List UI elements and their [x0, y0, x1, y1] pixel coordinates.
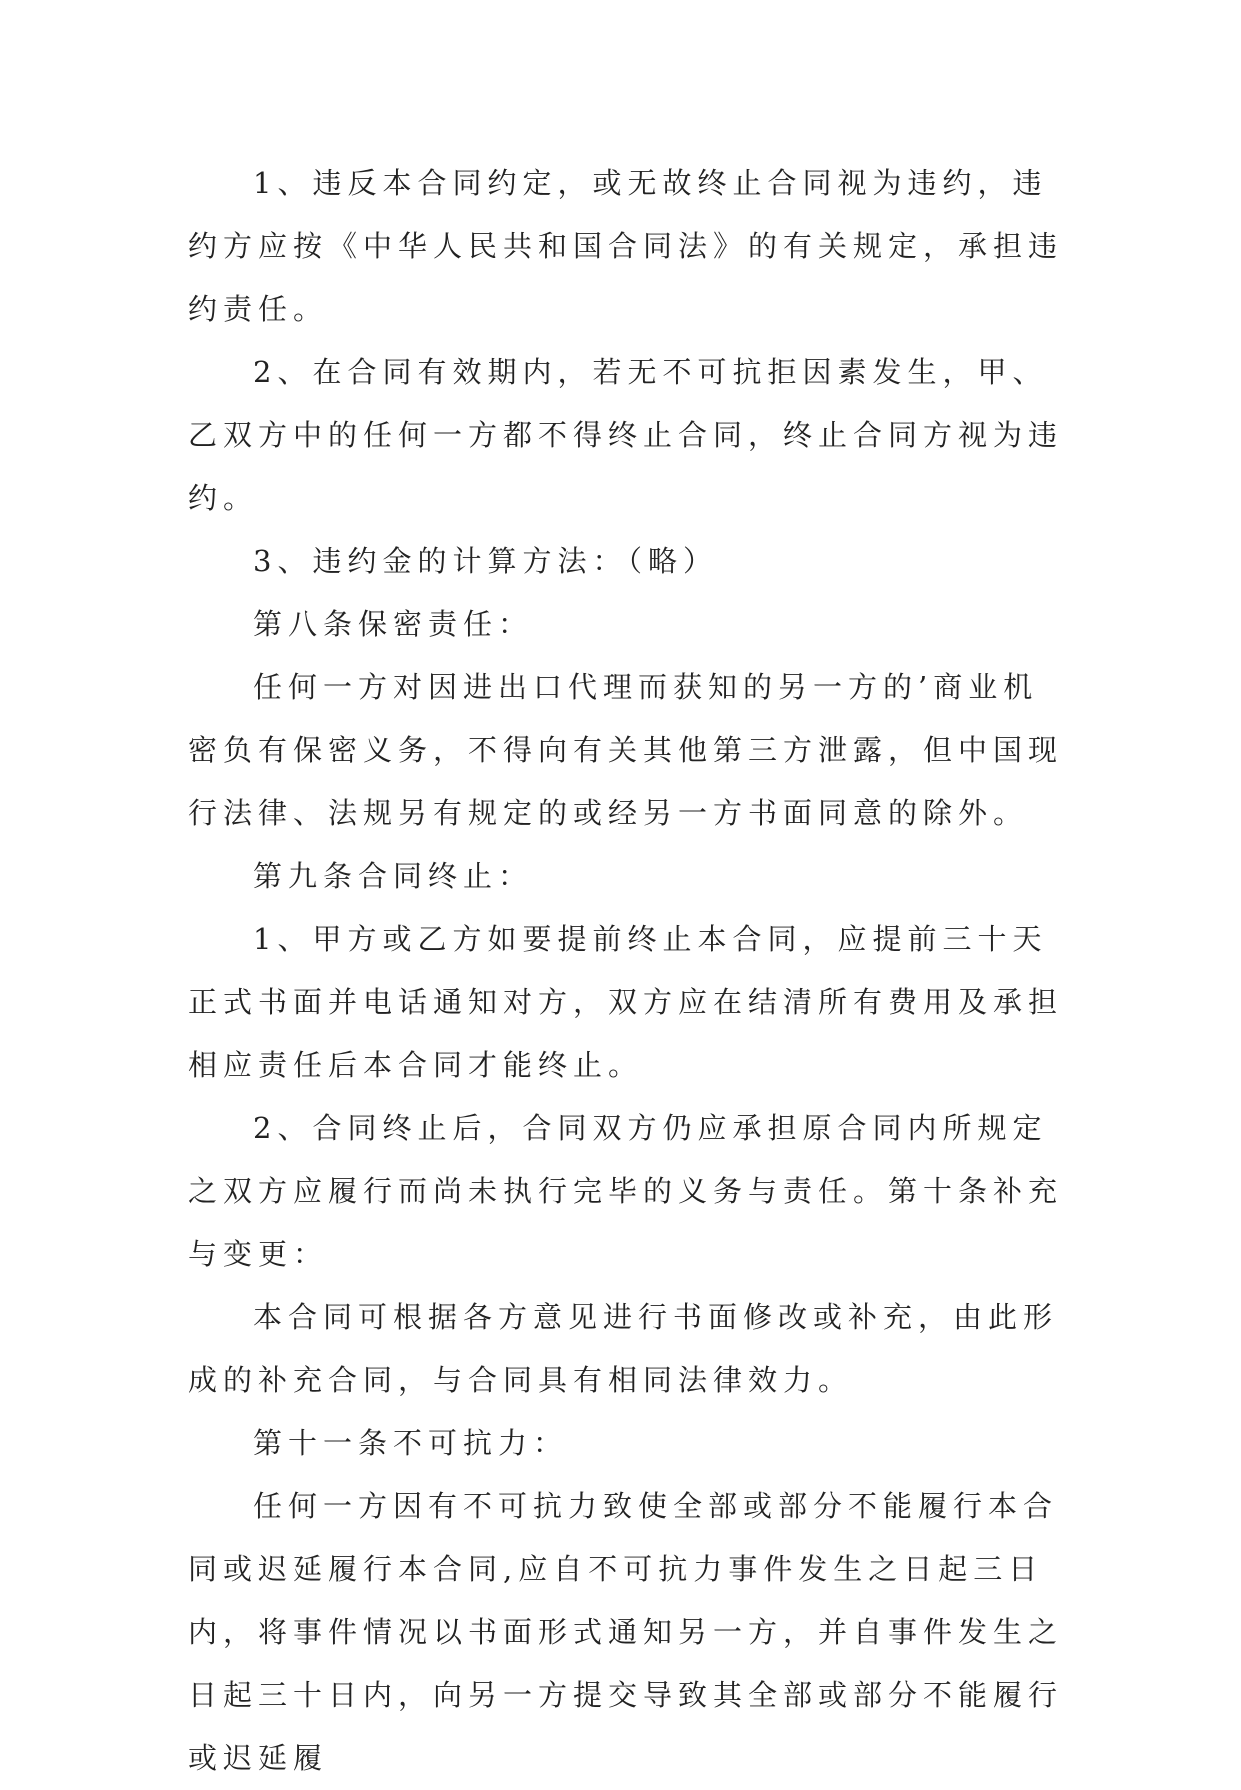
paragraph-confidentiality: 任何一方对因进出口代理而获知的另一方的’商业机密负有保密义务，不得向有关其他第三方泄露，但中国现行法律、法规另有规定的或经另一方书面同意的除外。: [188, 670, 1064, 830]
heading-article-8: 第八条保密责任：: [253, 607, 534, 641]
paragraph-breach-clause-3: 3、违约金的计算方法：（略）: [253, 544, 718, 578]
heading-article-9: 第九条合同终止：: [253, 859, 534, 893]
paragraph-termination-clause-2: 2、合同终止后，合同双方仍应承担原合同内所规定之双方应履行而尚未执行完毕的义务与责任。第十条补充与变更：: [188, 1111, 1064, 1271]
paragraph-force-majeure: 任何一方因有不可抗力致使全部或部分不能履行本合同或迟延履行本合同,应自不可抗力事件发生之日起三日内，将事件情况以书面形式通知另一方，并自事件发生之日起三十日内，向另一方提交导致其全部或部分不能履行或迟延履: [188, 1489, 1064, 1775]
document-page: [188, 152, 1068, 1790]
heading-article-11: 第十一条不可抗力：: [253, 1426, 569, 1460]
paragraph-termination-clause-1: 1、甲方或乙方如要提前终止本合同，应提前三十天正式书面并电话通知对方，双方应在结清所有费用及承担相应责任后本合同才能终止。: [188, 922, 1064, 1082]
paragraph-breach-clause-2: 2、在合同有效期内，若无不可抗拒因素发生，甲、乙双方中的任何一方都不得终止合同，终止合同方视为违约。: [188, 355, 1064, 515]
paragraph-amendment: 本合同可根据各方意见进行书面修改或补充，由此形成的补充合同，与合同具有相同法律效力。: [188, 1300, 1059, 1397]
paragraph-breach-clause-1: 1、违反本合同约定，或无故终止合同视为违约，违约方应按《中华人民共和国合同法》的有关规定，承担违约责任。: [188, 166, 1064, 326]
